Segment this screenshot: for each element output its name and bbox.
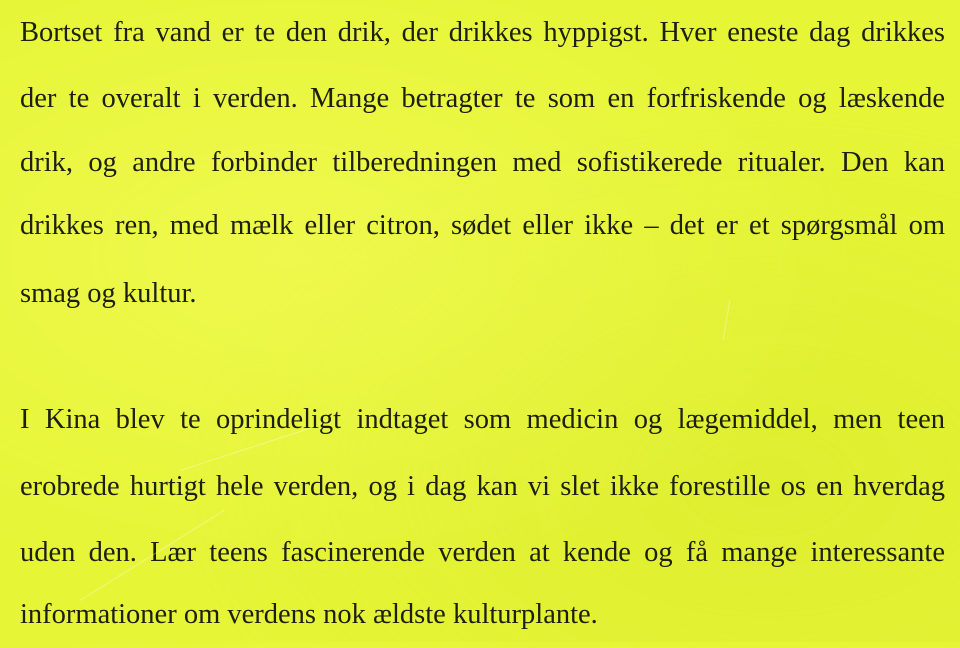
paragraph-1-line-1: Bortset fra vand er te den drik, der drikkes hyppigst. Hver eneste dag drikkes — [20, 17, 945, 48]
paragraph-1-line-4: drikkes ren, med mælk eller citron, sødet eller ikke – det er et spørgsmål om — [20, 210, 945, 241]
paragraph-1-line-3: drik, og andre forbinder tilberedningen med sofistikerede ritualer. Den kan — [20, 147, 945, 178]
paragraph-2-line-2: erobrede hurtigt hele verden, og i dag kan vi slet ikke forestille os en hverdag — [20, 471, 945, 502]
paragraph-2-line-3: uden den. Lær teens fascinerende verden at kende og få mange interessante — [20, 537, 945, 568]
paragraph-1-line-5: smag og kultur. — [20, 278, 197, 309]
paragraph-2-line-4: informationer om verdens nok ældste kulturplante. — [20, 599, 598, 630]
paragraph-2-line-1: I Kina blev te oprindeligt indtaget som medicin og lægemiddel, men teen — [20, 404, 945, 435]
paragraph-1-line-2: der te overalt i verden. Mange betragter te som en forfriskende og læskende — [20, 83, 945, 114]
